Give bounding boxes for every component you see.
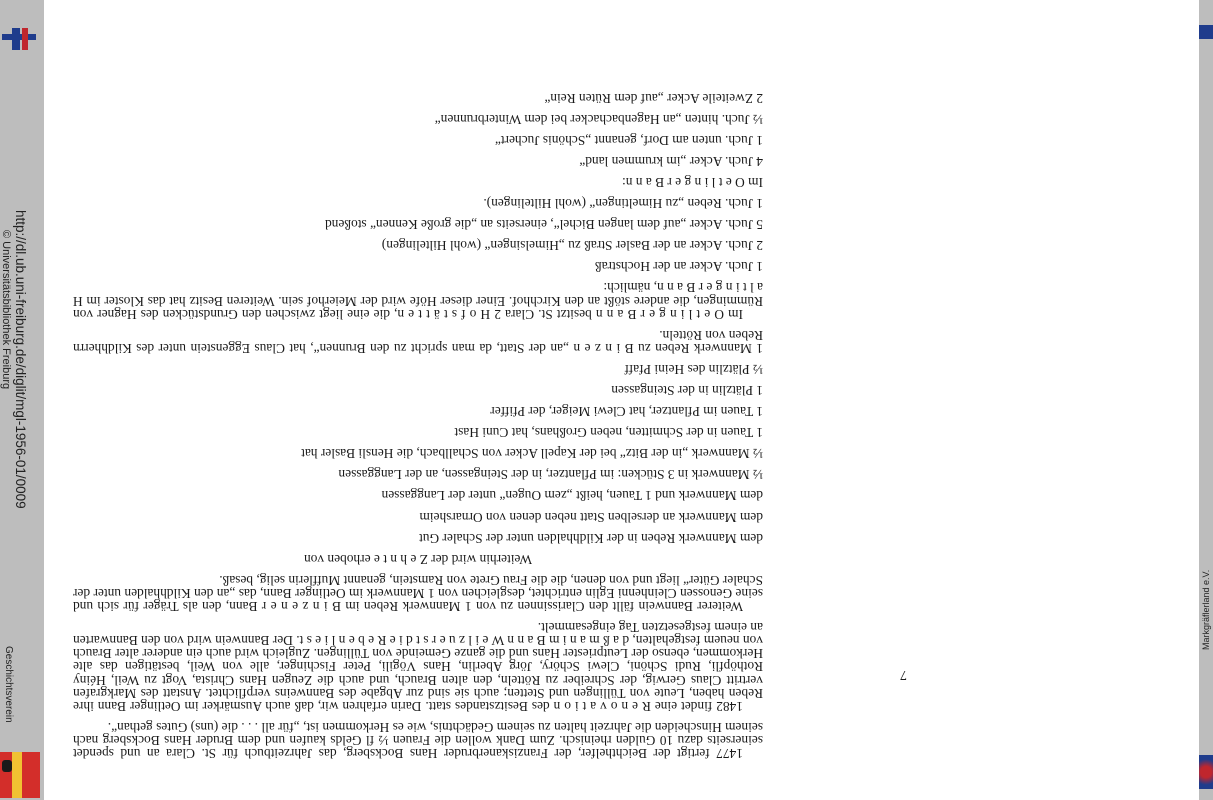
paragraph-1482: 1482 findet eine R e n o v a t i o n des Besitzstandes statt. Darin erfahren wir, daß auch Ausmärker im Oetlinger Bann ihre Reben haben, Leute von Tüllingen und Stetten; auch sie sind zur Abgabe des Bannweins verpflichtet. Anstatt des Markgrafen vertritt Claus Gerwig, der Schreiber zu Rötteln, den alten Brauch, und auch die Zeugen Hans Christa, Vogt zu Weil, Héiny Rothöpfli, Rudi Schöni, Clewi Schöry, Jörg Aberlin, Hans Vögili, Peter Fischinger, alle von Weil, bestätigen das alte Herkommen, ebenso der Leutpriester Hans und die ganze Gemeinde von Tüllingen. Zugleich wird auch ein anderer alter Brauch von neuem festgehalten, d a ß m a n i m B a n n W e i l z u e r s t d i e R e b e n l i e s t. Der Bannwein wird von den Bannwarten an einem festgesetzten Tag eingesammelt. bbox=[73, 620, 763, 714]
list-item: dem Mannwerk Reben in der Kildhhalden unter der Schaler Gut bbox=[419, 530, 763, 546]
list-item: 1 Juch. unten am Dorf, genannt „Schönis Juchert“ bbox=[494, 132, 763, 148]
footer-library: © Universitätsbibliothek Freiburg bbox=[0, 230, 12, 390]
list-item: 1 Plätzlin in der Steingassen bbox=[611, 383, 763, 399]
paragraph-oetlinger-bann: Im O e t l i n g e r B a n n besitzt St. Clara 2 H o f s t ä t t e n, die eine liegt zwischen den Grundstücken des Hagner von Rümmingen, die andere stößt an den Kirchhof. Einer dieser Höfe wird der Meierhof sein. Weiteren Besitz hat das Kloster im H a l t i n g e r B a n n, nämlich: bbox=[73, 280, 763, 322]
list-item: 1 Tauen im Pflantzer, hat Clewi Meiger, der Pfiffer bbox=[490, 404, 763, 420]
paragraph-binzen-bannwein: Weiterer Bannwein fällt den Clarissinnen zu von 1 Mannwerk Reben im B i n z e n e r Bann, den als Träger für sich und seine Genossen Cleinhenni Eglin entrichtet, desgleichen von 1 Mannwerk im Oetlinger Bann, das „an den Kildhhalden unter der Schaler Güter“ liegt und von denen, die die Frau Grete von Ramstein, genannt Mufflerin selig, besaß. bbox=[73, 572, 763, 615]
page-number: 7 bbox=[900, 667, 907, 682]
library-logo-icon bbox=[2, 28, 36, 48]
paragraph-1477: 1477 fertigt der Beichthelfer, der Franziskanerbruder Hans Bocksberg, das Jahrzeitbuch für St. Clara an und spendet seinerseits dazu 10 Gulden rheinisch. Zum Dank wollen die Frauen ½ fl Gelds kaufen und dem Bruder Hans Bocksberg nach seinem Hinscheiden die Jahrzeit halten zu seinem Gedächtnis, wie es Herkommen ist, „für all . . . die (uns) Gutes gethan“. bbox=[73, 719, 763, 761]
list-item: ½ Mannwerk in 3 Stücken: im Pflantzer, in der Steingassen, an der Langgassen bbox=[338, 467, 763, 483]
list-item: 2 Zweiteile Acker „auf dem Rüten Rein“ bbox=[544, 90, 763, 106]
list-item: dem Mannwerk und 1 Tauen, heißt „zem Ougen“ unter der Langgassen bbox=[381, 488, 763, 504]
right-margin bbox=[1199, 0, 1213, 800]
rotated-page-content bbox=[44, 0, 1199, 800]
list-item: 5 Juch. Acker „auf dem langen Bichel“, einerseits an „die große Kennen“ stoßend bbox=[324, 217, 763, 233]
document-page bbox=[44, 0, 1199, 800]
paragraph-zehnte-heading: Weiterhin wird der Z e h n t e erhoben von bbox=[304, 551, 532, 567]
footer-url[interactable]: http://dl.ub.uni-freiburg.de/diglit/mgl-1956-01/0009 bbox=[13, 210, 28, 509]
paragraph-oetlinger-heading: Im O e t l i n g e r B a n n: bbox=[622, 175, 763, 190]
page-body-text bbox=[73, 84, 763, 760]
list-item: 1 Tauen in der Schmitten, neben Großhans, hat Cuni Hast bbox=[454, 425, 763, 441]
list-item: 4 Juch. Acker „im krummen land“ bbox=[579, 153, 763, 169]
list-item: 1 Mannwerk Reben zu B i n z e n „an der Statt, da man spricht zu den Brunnen“, hat Claus Eggenstein unter des Kildhherrn Reben von Rötteln. bbox=[73, 327, 763, 356]
list-item: dem Mannwerk an derselben Statt neben denen von Ornarsheim bbox=[419, 509, 763, 525]
right-coat-of-arms-icon bbox=[1199, 755, 1213, 789]
list-item: ½ Plätzlin des Heini Pfaff bbox=[624, 361, 763, 377]
coat-of-arms-icon bbox=[0, 752, 40, 798]
margin-label-right: Markgräflerland e.V. bbox=[1201, 569, 1211, 650]
margin-label-left: Geschichtsverein bbox=[3, 646, 14, 723]
list-item: 1 Juch. Reben „zu Himeltingen“ (wohl Hiltelingen). bbox=[483, 196, 763, 212]
list-item: 1 Juch. Acker an der Hochstraß bbox=[594, 259, 763, 275]
list-item: ½ Juch. hinten „an Hagenbachacker bei dem Winterbrunnen“ bbox=[434, 111, 763, 127]
list-item: 2 Juch. Acker an der Basler Straß zu „Himelsingen“ (wohl Hiltelingen) bbox=[381, 238, 763, 254]
list-item: ½ Mannwerk „in der Bitz“ bei der Kapell Acker von Schallbach, die Hensli Basler hat bbox=[301, 446, 763, 462]
right-logo-icon bbox=[1199, 25, 1213, 39]
